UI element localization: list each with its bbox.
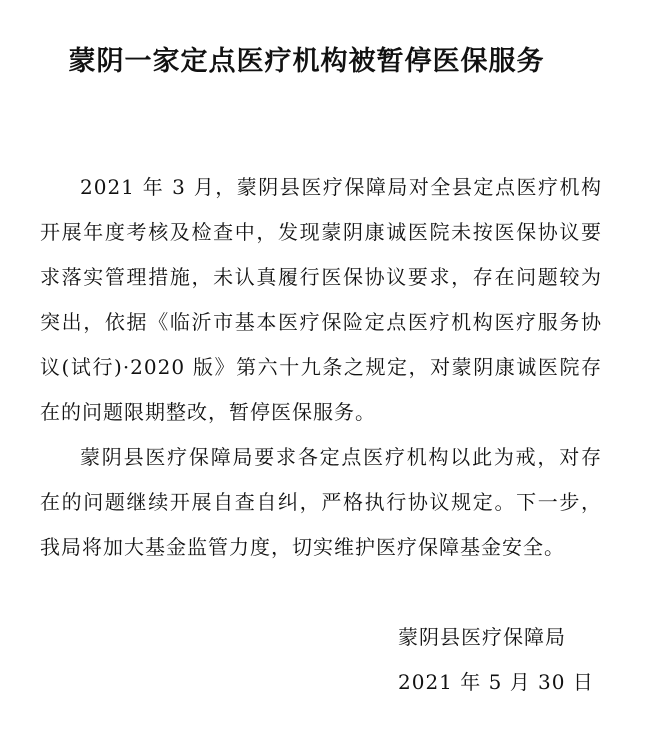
issue-date: 2021 年 5 月 30 日 [398, 670, 594, 694]
paragraph-1: 2021 年 3 月，蒙阴县医疗保障局对全县定点医疗机构开展年度考核及检查中，发现蒙阴康诚医院未按医保协议要求落实管理措施，未认真履行医保协议要求，存在问题较为突出，依据《临沂市基本医疗保险定点医疗机构医疗服务协议(试行)·2020 版》第六十九条之规定，对蒙阴康诚医院存在的问题限期整改，暂停医保服务。 [40, 175, 602, 424]
issuer-name: 蒙阴县医疗保障局 [398, 625, 566, 649]
document-title: 蒙阴一家定点医疗机构被暂停医保服务 [68, 46, 545, 77]
document-body [40, 165, 602, 570]
signature-block [398, 615, 618, 705]
paragraph-2: 蒙阴县医疗保障局要求各定点医疗机构以此为戒，对存在的问题继续开展自查自纠，严格执行协议规定。下一步，我局将加大基金监管力度，切实维护医疗保障基金安全。 [40, 445, 602, 559]
